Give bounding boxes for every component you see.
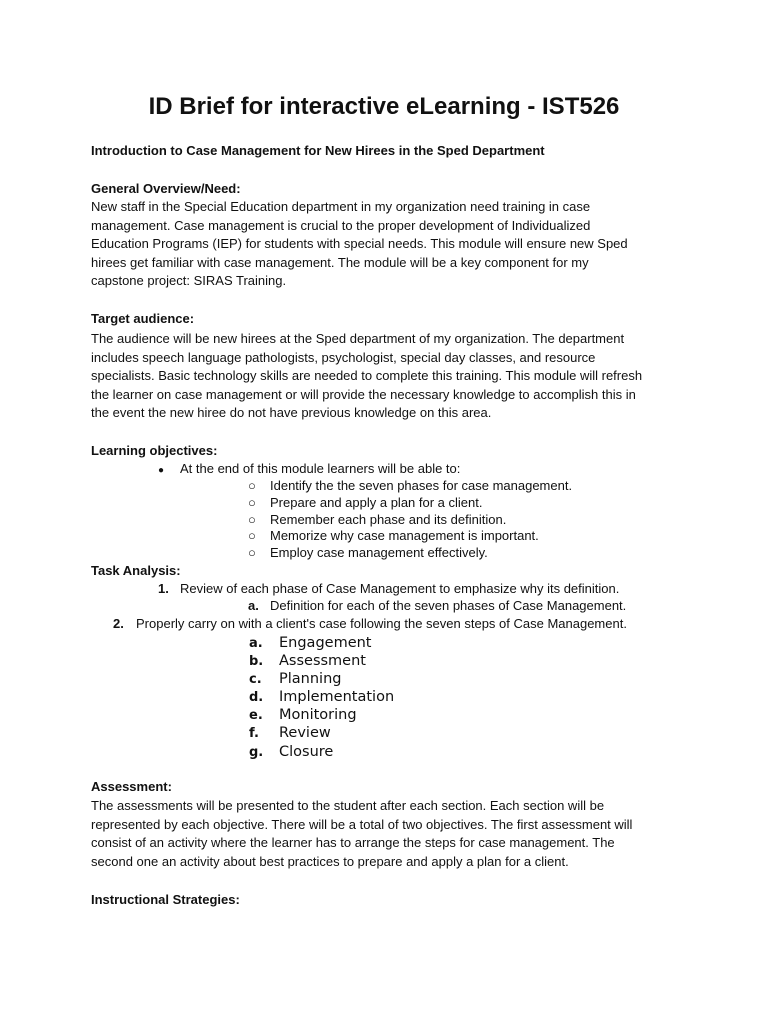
objective-item: ○ Identify the the seven phases for case management. (248, 478, 573, 493)
step-item: e. Monitoring (249, 707, 357, 723)
circle-bullet-icon: ○ (248, 528, 256, 543)
assessment-paragraph (91, 797, 691, 871)
overview-line: management. Case management is crucial to the proper development of Individualized (91, 217, 591, 233)
step-item: a. Engagement (249, 635, 372, 651)
circle-bullet-icon: ○ (248, 545, 256, 560)
task-item-2: 2. Properly carry on with a client's case following the seven steps of Case Management. (113, 616, 627, 631)
overview-line: New staff in the Special Education department in my organization need training in case (91, 199, 591, 214)
bullet-icon: ● (158, 465, 165, 476)
circle-bullet-icon: ○ (248, 478, 256, 493)
audience-line: specialists. Basic technology skills are needed to complete this training. This module will refresh (91, 368, 643, 384)
task-item-1a: a. Definition for each of the seven phases of Case Management. (248, 598, 627, 613)
audience-paragraph (91, 330, 691, 423)
assessment-line: The assessments will be presented to the student after each section. Each section will be (91, 798, 605, 813)
audience-heading: Target audience: (91, 311, 195, 326)
assessment-heading: Assessment: (91, 779, 172, 794)
objective-item: ○ Employ case management effectively. (248, 545, 488, 560)
overview-paragraph (91, 198, 691, 291)
objectives-bullet: ● At the end of this module learners will be able to: (158, 460, 460, 479)
step-item: d. Implementation (249, 689, 395, 705)
step-item: f. Review (249, 725, 331, 741)
audience-line: The audience will be new hirees at the Sped department of my organization. The department (91, 331, 625, 346)
module-subtitle: Introduction to Case Management for New Hirees in the Sped Department (91, 143, 545, 158)
objective-item: ○ Prepare and apply a plan for a client. (248, 495, 483, 510)
objectives-heading: Learning objectives: (91, 443, 218, 458)
objective-item: ○ Memorize why case management is important. (248, 528, 539, 543)
assessment-line: represented by each objective. There will be a total of two objectives. The first assessment will (91, 816, 633, 832)
overview-line: Education Programs (IEP) for students with special needs. This module will ensure new Sped (91, 236, 628, 252)
circle-bullet-icon: ○ (248, 512, 256, 527)
objective-item: ○ Remember each phase and its definition. (248, 512, 507, 527)
step-item: b. Assessment (249, 653, 366, 669)
task-item-1: 1. Review of each phase of Case Management to emphasize why its definition. (158, 581, 620, 596)
overview-heading: General Overview/Need: (91, 181, 241, 196)
audience-line: the learner on case management or will provide the necessary knowledge to accomplish this in (91, 386, 636, 402)
step-item: g. Closure (249, 744, 334, 760)
page-title: ID Brief for interactive eLearning - IST526 (148, 93, 620, 120)
overview-line: capstone project: SIRAS Training. (91, 273, 287, 289)
strategies-heading: Instructional Strategies: (91, 892, 240, 907)
assessment-line: consist of an activity where the learner has to arrange the steps for case management. The (91, 835, 615, 851)
overview-line: hirees get familiar with case management. The module will be a key component for my (91, 254, 589, 270)
task-analysis-heading: Task Analysis: (91, 563, 181, 578)
assessment-line: second one an activity about best practices to prepare and apply a plan for a client. (91, 853, 569, 869)
audience-line: includes speech language pathologists, psychologist, special day classes, and resource (91, 349, 596, 365)
circle-bullet-icon: ○ (248, 495, 256, 510)
audience-line: the event the new hiree do not have previous knowledge on this area. (91, 405, 492, 421)
step-item: c. Planning (249, 671, 342, 687)
